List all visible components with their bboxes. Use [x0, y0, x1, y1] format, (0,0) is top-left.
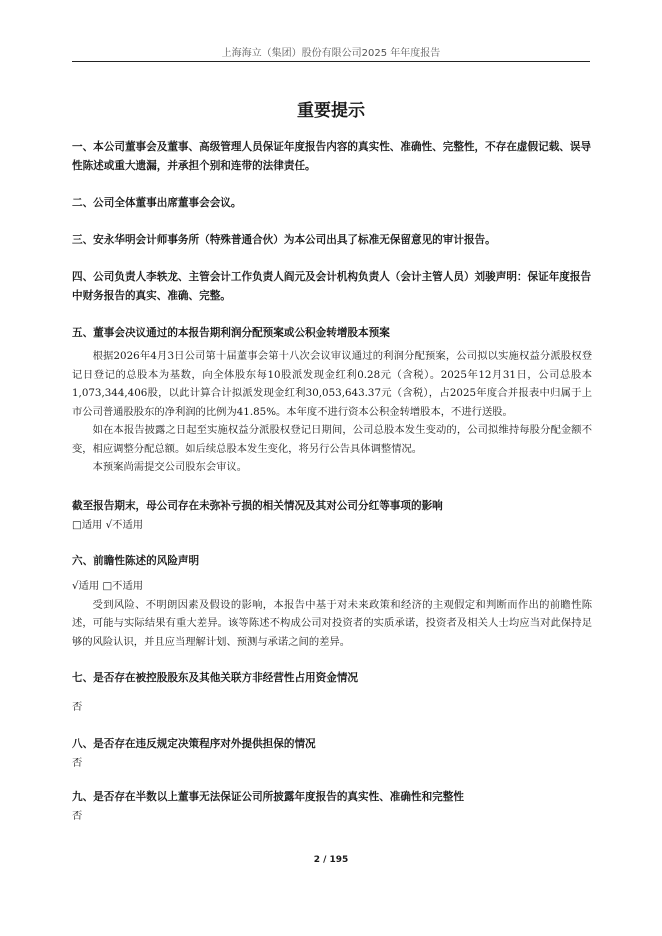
section-1: 一、本公司董事会及董事、高级管理人员保证年度报告内容的真实性、准确性、完整性，不存在虚假记载、误导性陈述或重大遗漏，并承担个别和连带的法律责任。 [72, 141, 592, 172]
section-6-choice: √适用 □不适用 [72, 580, 144, 592]
main-content [72, 138, 592, 826]
section-5-paragraph-3: 本预案尚需提交公司股东会审议。 [92, 461, 248, 473]
section-8-title: 八、是否存在违反规定决策程序对外提供担保的情况 [72, 737, 316, 750]
section-6-title: 六、前瞻性陈述的风险声明 [72, 555, 200, 567]
section-9-answer: 否 [72, 810, 83, 822]
section-4: 四、公司负责人李轶龙、主管会计工作负责人阎元及会计机构负责人（会计主管人员）刘骏声明：保证年度报告中财务报告的真实、准确、完整。 [72, 271, 592, 302]
section-6-paragraph: 受到风险、不明朗因素及假设的影响，本报告中基于对未来政策和经济的主观假定和判断而作出的前瞻性陈述，可能与实际结果有重大差异。该等陈述不构成公司对投资者的实质承诺，投资者及相关人士均应当对此保持足够的风险认识，并且应当理解计划、预测与承诺之间的差异。 [72, 598, 592, 648]
section-5-paragraph-1: 根据2026年4月3日公司第十届董事会第十八次会议审议通过的利润分配预案，公司拟以实施权益分派股权登记日登记的总股本为基数，向全体股东每10股派发现金红利0.28元（含税）。2025年12月31日，公司总股本1,073,344,406股，以此计算合计拟派发现金红利30,053,643.37元（含税），占2025年度合并报表中归属于上市公司普通股股东的净利润的比例为41.85%。本年度不进行资本公积金转增股本，不进行送股。 [72, 350, 592, 418]
undistributed-loss-title: 截至报告期末，母公司存在未弥补亏损的相关情况及其对公司分红等事项的影响 [72, 499, 443, 512]
page-title: 重要提示 [297, 101, 365, 121]
section-7-title: 七、是否存在被控股股东及其他关联方非经营性占用资金情况 [72, 672, 359, 684]
undistributed-loss-choice: □适用 √不适用 [72, 518, 144, 531]
section-8-answer: 否 [72, 756, 83, 769]
section-5-title: 五、董事会决议通过的本报告期利润分配预案或公积金转增股本预案 [72, 327, 390, 339]
header-rule [72, 61, 590, 62]
page-number: 2 / 195 [313, 855, 349, 865]
section-5-paragraph-2: 如在本报告披露之日起至实施权益分派股权登记日期间，公司总股本发生变动的，公司拟维持每股分配金额不变，相应调整分配总额。如后续总股本发生变化，将另行公告具体调整情况。 [72, 424, 592, 455]
section-3: 三、安永华明会计师事务所（特殊普通合伙）为本公司出具了标准无保留意见的审计报告。 [72, 234, 496, 246]
page-header: 上海海立（集团）股份有限公司2025 年年度报告 [221, 48, 441, 59]
section-2: 二、公司全体董事出席董事会会议。 [72, 197, 242, 209]
section-9-title: 九、是否存在半数以上董事无法保证公司所披露年度报告的真实性、准确性和完整性 [72, 791, 464, 803]
section-7-answer: 否 [72, 701, 83, 713]
